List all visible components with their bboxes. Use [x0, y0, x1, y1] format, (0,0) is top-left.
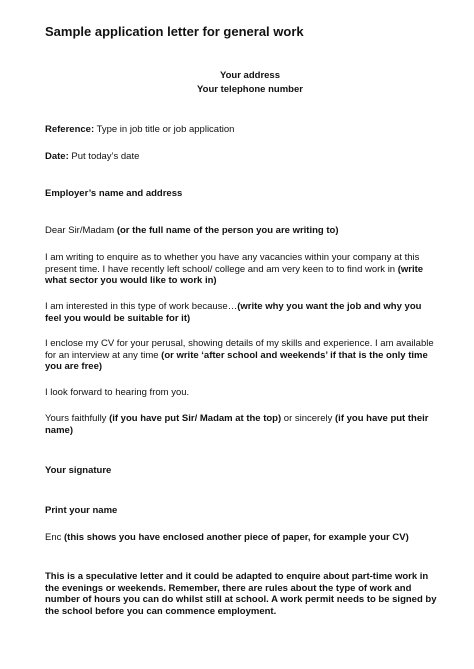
- page-title: Sample application letter for general work: [45, 24, 304, 39]
- closing-line: [45, 413, 437, 436]
- salutation: [45, 225, 437, 237]
- paragraph-closing-remark: I look forward to hearing from you.: [45, 387, 190, 398]
- enclosure-line: [45, 532, 437, 544]
- paragraph-enquiry-note: (write what sector you would like to work in): [45, 263, 424, 286]
- paragraph-cv-text: I enclose my CV for your perusal, showing details of my skills and experience. I am available for an interview at any time: [45, 338, 434, 361]
- closing-note-2: (if you have put their name): [45, 413, 429, 436]
- footer-note: This is a speculative letter and it could be adapted to enquire about part-time work in the evenings or weekends. Remember, there are rules about the type of work and number of hours you can do whilst still at school. A work permit needs to be signed by the school before you can commence employment.: [45, 571, 437, 617]
- enclosure-text: Enc: [45, 532, 65, 543]
- date-label: Date:: [45, 151, 69, 162]
- reference-label: Reference:: [45, 124, 95, 135]
- sender-telephone: Your telephone number: [197, 84, 303, 95]
- employer-name-address: Employer’s name and address: [45, 188, 183, 199]
- sender-address: Your address: [219, 70, 280, 81]
- salutation-text: Dear Sir/Madam: [45, 225, 117, 236]
- paragraph-interest: [45, 301, 437, 324]
- closing-text-1: Yours faithfully: [45, 413, 110, 424]
- signature-line: Your signature: [45, 465, 112, 476]
- paragraph-interest-text: I am interested in this type of work because…: [45, 301, 238, 312]
- date-line: [45, 151, 437, 163]
- paragraph-interest-note: (write why you want the job and why you feel you would be suitable for it): [45, 301, 422, 324]
- closing-text-2: or sincerely: [281, 413, 336, 424]
- paragraph-cv-note: (or write ‘after school and weekends’ if that is the only time you are free): [45, 349, 428, 372]
- reference-line: [45, 124, 437, 136]
- date-text: Put today’s date: [68, 151, 140, 162]
- paragraph-enquiry-text: I am writing to enquire as to whether you have any vacancies within your company at this present time. I have recently left school/ college and am very keen to to find work in: [45, 252, 420, 275]
- paragraph-cv: [45, 338, 437, 373]
- reference-text: Type in job title or job application: [94, 124, 235, 135]
- closing-note-1: (if you have put Sir/ Madam at the top): [109, 413, 282, 424]
- paragraph-enquiry: [45, 252, 437, 287]
- salutation-note: (or the full name of the person you are writing to): [116, 225, 339, 236]
- enclosure-note: (this shows you have enclosed another piece of paper, for example your CV): [64, 532, 409, 543]
- print-name-line: Print your name: [45, 505, 118, 516]
